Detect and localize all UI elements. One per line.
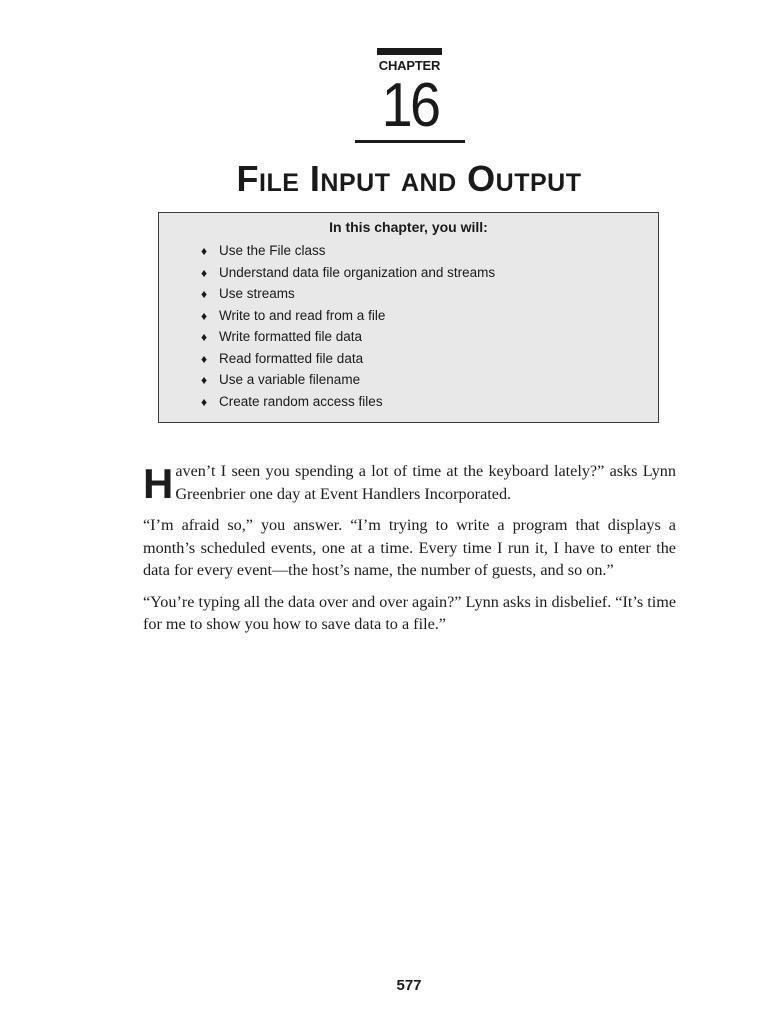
chapter-rule — [355, 140, 465, 143]
objective-text: Use a variable filename — [219, 372, 361, 387]
objective-item — [201, 326, 495, 348]
chapter-bar — [377, 48, 442, 55]
drop-cap: H — [143, 460, 174, 507]
diamond-bullet-icon: ♦ — [201, 351, 208, 366]
page-number: 577 — [396, 977, 422, 994]
objective-text: Understand data file organization and streams — [219, 264, 496, 280]
body-text — [143, 460, 676, 645]
diamond-bullet-icon: ♦ — [201, 287, 208, 301]
objective-text: Use the File class — [219, 243, 326, 258]
objectives-list — [201, 240, 495, 412]
diamond-bullet-icon: ♦ — [201, 308, 208, 323]
objectives-heading: In this chapter, you will: — [329, 219, 488, 235]
diamond-bullet-icon: ♦ — [201, 330, 208, 344]
objective-text: Write to and read from a file — [219, 307, 386, 323]
objective-item — [201, 369, 495, 391]
objective-text: Use streams — [219, 286, 295, 301]
objective-text: Read formatted file data — [219, 350, 364, 366]
diamond-bullet-icon: ♦ — [201, 394, 208, 409]
diamond-bullet-icon: ♦ — [201, 373, 208, 387]
objective-item — [201, 240, 495, 262]
diamond-bullet-icon: ♦ — [201, 265, 208, 280]
chapter-label: CHAPTER — [378, 58, 441, 73]
paragraph-1 — [143, 460, 676, 505]
objective-text: Write formatted file data — [219, 329, 363, 344]
chapter-number: 16 — [381, 71, 439, 140]
objective-item — [201, 305, 495, 327]
objective-item — [201, 262, 495, 284]
objective-item — [201, 391, 495, 413]
objective-item — [201, 348, 495, 370]
chapter-title: File Input and Output — [236, 158, 582, 199]
objective-text: Create random access files — [219, 393, 383, 409]
paragraph-2: “I’m afraid so,” you answer. “I’m trying to write a program that displays a month’s scheduled events, one at a time. Every time I run it, I have to enter the data for every event—the host’s name, the number of guests, and so on.” — [143, 516, 676, 579]
diamond-bullet-icon: ♦ — [201, 244, 208, 258]
objectives-box — [158, 212, 659, 423]
objective-item — [201, 283, 495, 305]
paragraph-3: “You’re typing all the data over and over again?” Lynn asks in disbelief. “It’s time for me to show you how to save data to a file.” — [143, 592, 676, 633]
paragraph-1-text: aven’t I seen you spending a lot of time at the keyboard lately?” asks Lynn Greenbrier one day at Event Handlers Incorporated. — [175, 462, 676, 503]
